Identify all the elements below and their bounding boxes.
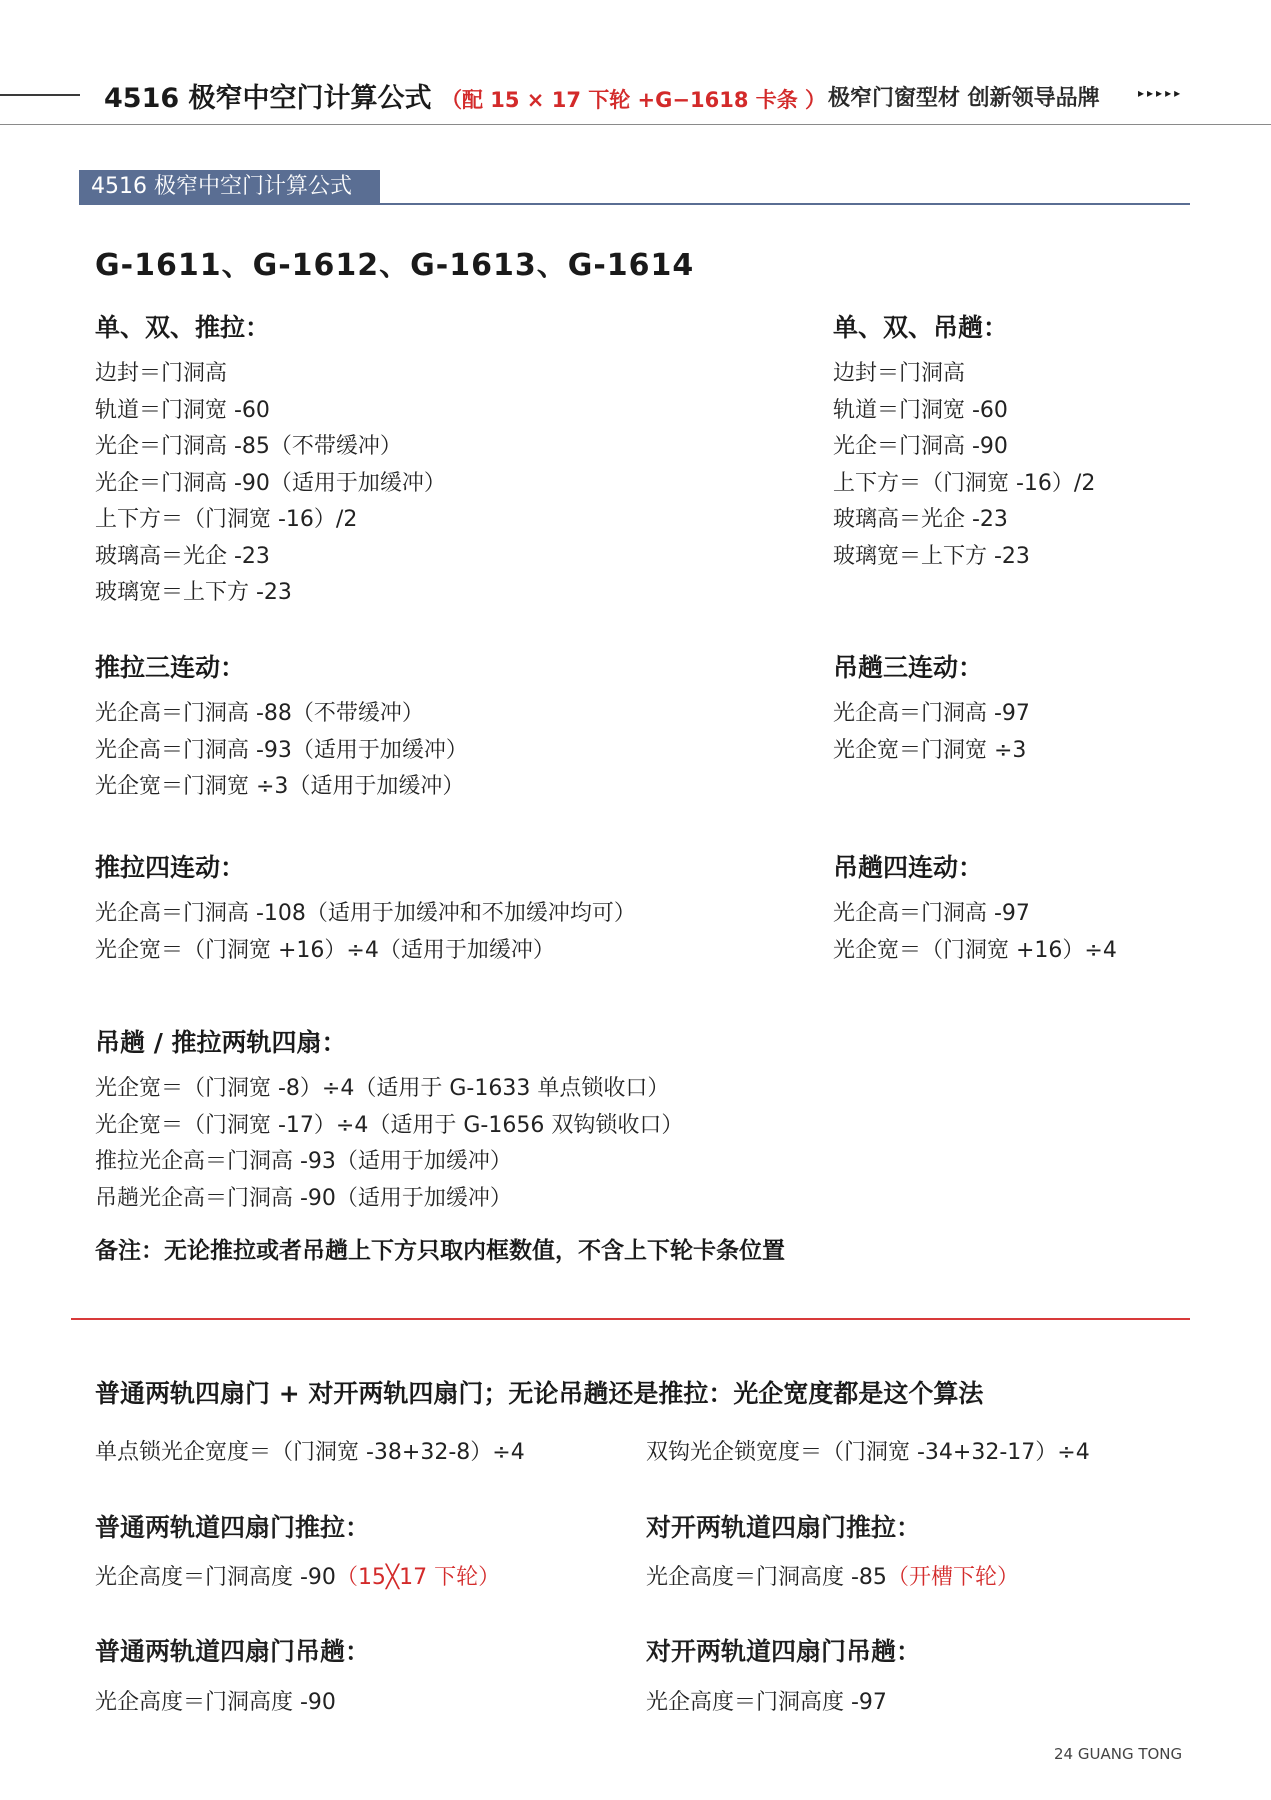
formula-text: 光企高度＝门洞高度 -85 <box>646 1565 887 1590</box>
block-title: 吊趟 / 推拉两轨四扇： <box>95 1028 347 1057</box>
formula-line: 轨道＝门洞宽 -60 <box>833 397 1008 423</box>
formula-line: 光企宽＝（门洞宽 -17）÷4（适用于 G-1656 双钩锁收口） <box>95 1112 684 1138</box>
single-lock-formula: 单点锁光企宽度＝（门洞宽 -38+32-8）÷4 <box>95 1440 525 1465</box>
block-title: 推拉四连动： <box>95 853 246 882</box>
page-title-text: 4516 极窄中空门计算公式 <box>104 83 432 114</box>
formula-line: 上下方＝（门洞宽 -16）/2 <box>833 470 1096 496</box>
red-divider <box>71 1318 1190 1320</box>
formula-line: 光企宽＝门洞宽 ÷3 <box>833 737 1027 763</box>
normal-push-formula <box>95 1560 500 1591</box>
block-title: 吊趟三连动： <box>833 653 984 682</box>
formula-line: 光企高＝门洞高 -97 <box>833 901 1030 926</box>
formula-line: 光企宽＝门洞宽 ÷3（适用于加缓冲） <box>95 774 465 799</box>
header-divider <box>0 124 1271 125</box>
block-hang-four-link <box>833 852 1117 969</box>
formula-line: 玻璃宽＝上下方 -23 <box>95 580 292 605</box>
formula-line: 光企高＝门洞高 -97 <box>833 701 1030 726</box>
formula-line: 轨道＝门洞宽 -60 <box>95 397 270 423</box>
block-push-four-link <box>95 852 636 969</box>
formula-line: 光企高＝门洞高 -93（适用于加缓冲） <box>95 737 468 763</box>
normal-hang-title: 普通两轨道四扇门吊趟： <box>95 1637 371 1666</box>
formula-line: 光企高＝门洞高 -88（不带缓冲） <box>95 701 424 726</box>
page-title <box>104 76 826 115</box>
wheel-note: （15╳17 下轮） <box>335 1565 501 1590</box>
page-footer: 24 GUANG TONG <box>1054 1745 1183 1763</box>
block-two-track-four-leaf <box>95 1027 683 1217</box>
header-rule <box>0 94 80 96</box>
arrows-icon: ▸▸▸▸▸ <box>1138 86 1184 100</box>
note-text: 备注：无论推拉或者吊趟上下方只取内框数值，不含上下轮卡条位置 <box>95 1238 785 1264</box>
block-single-double-push <box>95 312 446 612</box>
formula-line: 光企高＝门洞高 -108（适用于加缓冲和不加缓冲均可） <box>95 901 636 926</box>
formula-line: 吊趟光企高＝门洞高 -90（适用于加缓冲） <box>95 1185 512 1211</box>
formula-line: 边封＝门洞高 <box>833 361 966 386</box>
section-rule <box>79 203 1190 205</box>
page-subtitle: （配 15 × 17 下轮 +G−1618 卡条 ） <box>440 88 827 112</box>
split-push-title: 对开两轨道四扇门推拉： <box>646 1513 922 1542</box>
formula-line: 光企宽＝（门洞宽 +16）÷4 <box>833 937 1117 963</box>
wheel-note: （开槽下轮） <box>886 1565 1019 1590</box>
formula-line: 边封＝门洞高 <box>95 361 228 386</box>
double-hook-formula: 双钩光企锁宽度＝（门洞宽 -34+32-17）÷4 <box>646 1440 1090 1465</box>
block-hang-three-link <box>833 652 1030 769</box>
formula-line: 推拉光企高＝门洞高 -93（适用于加缓冲） <box>95 1149 512 1174</box>
formula-line: 玻璃高＝光企 -23 <box>95 543 270 569</box>
formula-line: 光企＝门洞高 -90 <box>833 434 1008 459</box>
brand-slogan: 极窄门窗型材 创新领导品牌 <box>828 86 1100 111</box>
formula-line: 玻璃高＝光企 -23 <box>833 507 1008 532</box>
block-title: 吊趟四连动： <box>833 853 984 882</box>
formula-line: 光企＝门洞高 -90（适用于加缓冲） <box>95 470 446 496</box>
block-single-double-hang <box>833 312 1095 575</box>
formula-line: 光企宽＝（门洞宽 +16）÷4（适用于加缓冲） <box>95 937 555 963</box>
normal-hang-formula: 光企高度＝门洞高度 -90 <box>95 1690 336 1715</box>
bottom-title: 普通两轨四扇门 + 对开两轨四扇门；无论吊趟还是推拉：光企宽度都是这个算法 <box>95 1379 984 1408</box>
block-title: 单、双、吊趟： <box>833 313 1009 342</box>
formula-line: 光企＝门洞高 -85（不带缓冲） <box>95 434 402 459</box>
formula-line: 上下方＝（门洞宽 -16）/2 <box>95 507 358 532</box>
split-push-formula <box>646 1560 1019 1591</box>
split-hang-formula: 光企高度＝门洞高度 -97 <box>646 1690 887 1715</box>
formula-line: 玻璃宽＝上下方 -23 <box>833 543 1030 569</box>
formula-line: 光企宽＝（门洞宽 -8）÷4（适用于 G-1633 单点锁收口） <box>95 1076 670 1101</box>
block-push-three-link <box>95 652 468 806</box>
section-tab: 4516 极窄中空门计算公式 <box>79 170 380 204</box>
block-title: 单、双、推拉： <box>95 313 271 342</box>
model-numbers: G-1611、G-1612、G-1613、G-1614 <box>95 248 695 283</box>
formula-text: 光企高度＝门洞高度 -90 <box>95 1565 336 1590</box>
split-hang-title: 对开两轨道四扇门吊趟： <box>646 1637 922 1666</box>
normal-push-title: 普通两轨道四扇门推拉： <box>95 1513 371 1542</box>
block-title: 推拉三连动： <box>95 653 246 682</box>
